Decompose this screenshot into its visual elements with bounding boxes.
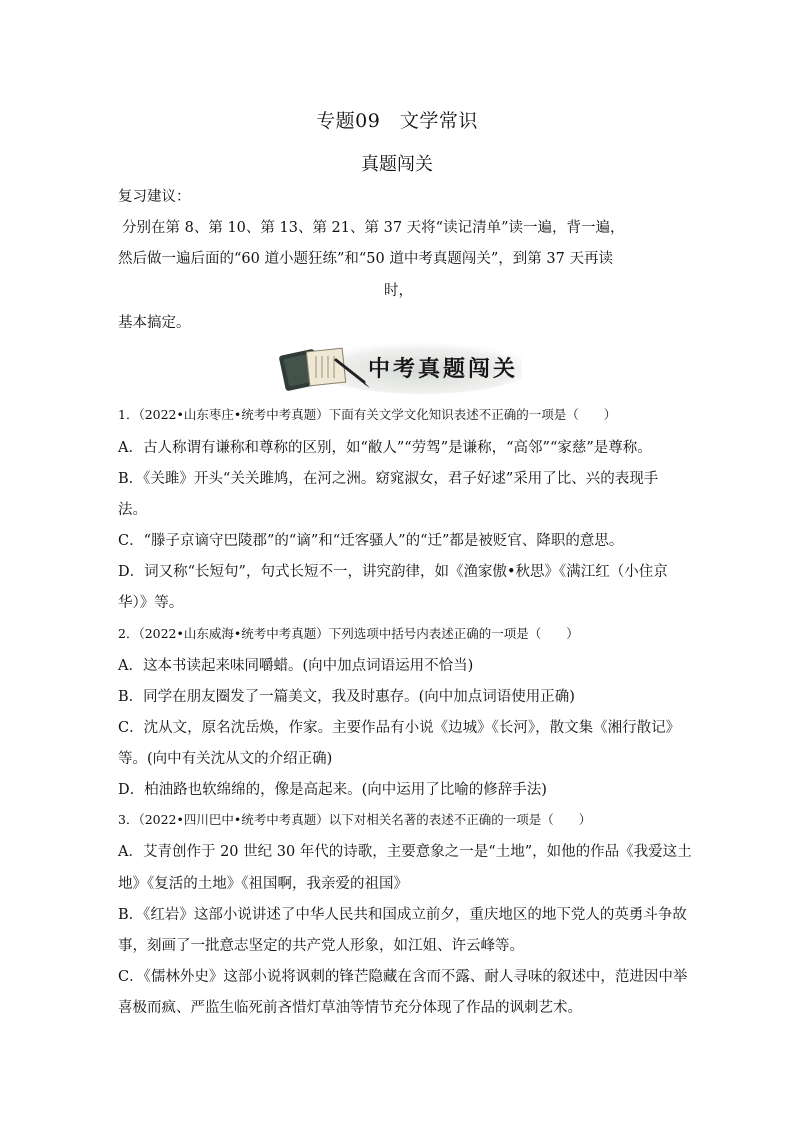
question-option: 法。 [118, 502, 147, 518]
question-option: 华）》等。 [118, 595, 184, 611]
question-option: 地》《复活的土地》《祖国啊，我亲爱的祖国》 [118, 876, 408, 892]
question-stem: 1．（2022•山东枣庄•统考中考真题）下面有关文学文化知识表述不正确的一项是（ ） [118, 407, 617, 422]
question-option: B．同学在朋友圈发了一篇美文，我及时惠存。(向中加点词语使用正确) [118, 689, 575, 705]
question-stem: 2．（2022•山东威海•统考中考真题）下列选项中括号内表述正确的一项是（ ） [118, 626, 579, 641]
question-option: D．柏油路也软绵绵的，像是高起来。(向中运用了比喻的修辞手法) [118, 782, 547, 798]
question-stem: 3．（2022•四川巴中•统考中考真题）以下对相关名著的表述不正确的一项是（ ） [118, 812, 592, 827]
review-line: 基本搞定。 [118, 315, 191, 331]
question-option: C．“滕子京谪守巴陵郡”的“谪”和“迁客骚人”的“迁”都是被贬官、降职的意思。 [118, 533, 624, 549]
question-option: B．《红岩》这部小说讲述了中华人民共和国成立前夕，重庆地区的地下党人的英勇斗争故 [118, 907, 687, 923]
review-line: 然后做一遍后面的“60 道小题狂练”和“50 道中考真题闯关”，到第 37 天再读 [118, 251, 613, 267]
question-option: 等。(向中有关沈从文的介绍正确) [118, 751, 333, 767]
question-option: A．艾青创作于 20 世纪 30 年代的诗歌，主要意象之一是“土地”，如他的作品《我爱这土 [118, 844, 692, 860]
question-option: A．这本书读起来味同嚼蜡。(向中加点词语运用不恰当) [118, 658, 474, 674]
question-option: C．《儒林外史》这部小说将讽刺的锋芒隐藏在含而不露、耐人寻味的叙述中，范进因中举 [118, 969, 688, 985]
question-option: A．古人称谓有谦称和尊称的区别，如“敝人”“劳驾”是谦称，“高邻”“家慈”是尊称。 [118, 440, 652, 456]
review-label: 复习建议： [118, 189, 191, 205]
page-subtitle: 真题闯关 [361, 154, 433, 175]
question-option: 喜极而疯、严监生临死前吝惜灯草油等情节充分体现了作品的讽刺艺术。 [118, 1000, 582, 1016]
section-banner [272, 338, 522, 396]
question-option: C．沈从文，原名沈岳焕，作家。主要作品有小说《边城》《长河》，散文集《湘行散记》 [118, 720, 681, 736]
review-line: 时， [384, 283, 413, 299]
banner-title: 中考真题闯关 [368, 356, 519, 382]
page-title: 专题09 文学常识 [316, 110, 478, 132]
review-line: 分别在第 8、第 10、第 13、第 21、第 37 天将“读记清单”读一遍，背一遍， [122, 220, 625, 236]
question-option: B．《关雎》开头“关关雎鸠，在河之洲。窈窕淑女，君子好逑”采用了比、兴的表现手 [118, 471, 659, 487]
question-option: 事，刻画了一批意志坚定的共产党人形象，如江姐、许云峰等。 [118, 938, 524, 954]
question-option: D．词又称“长短句”，句式长短不一，讲究韵律，如《渔家傲•秋思》《满江红（小住京 [118, 564, 668, 580]
